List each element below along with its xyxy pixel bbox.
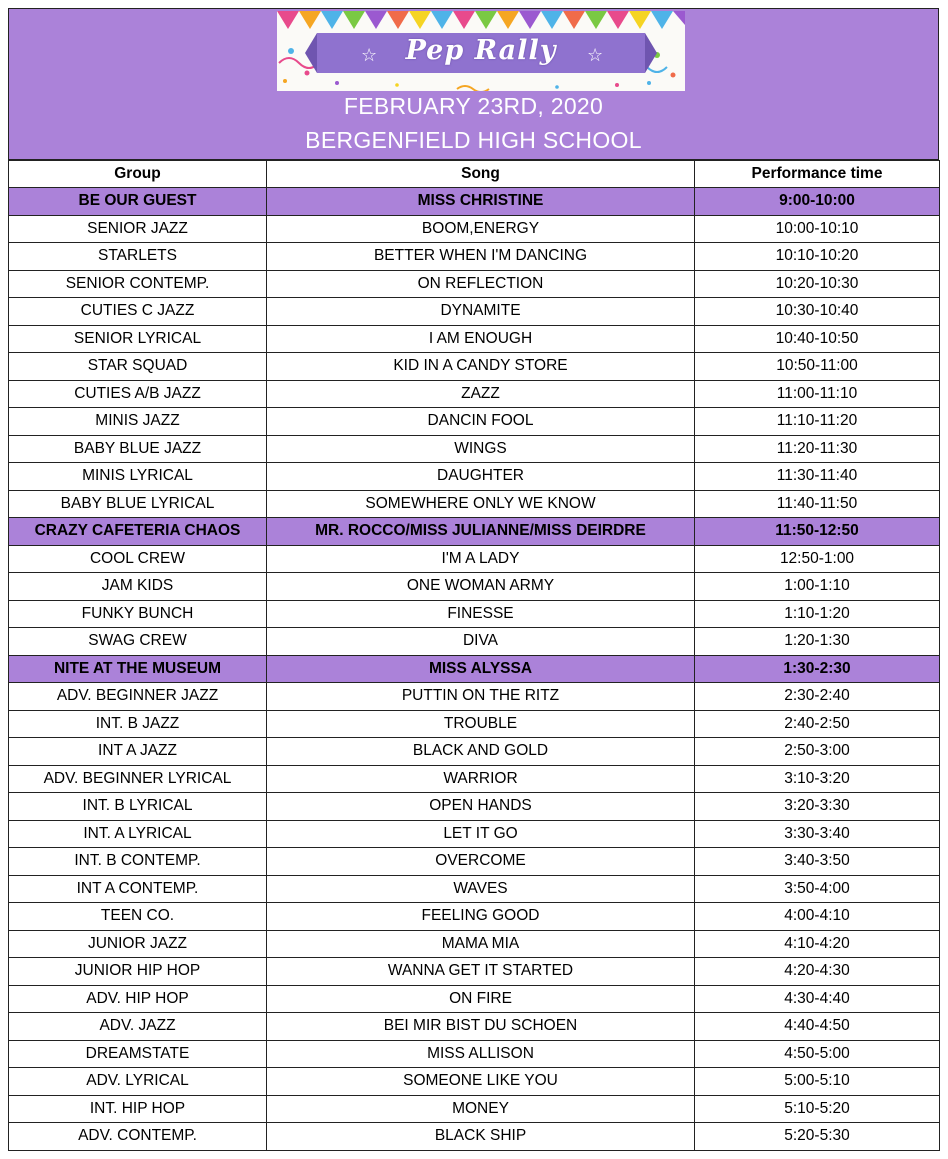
group-cell: INT. B JAZZ [9, 710, 267, 738]
event-date: FEBRUARY 23RD, 2020 [343, 93, 604, 119]
time-cell: 1:30-2:30 [695, 655, 940, 683]
group-cell: COOL CREW [9, 545, 267, 573]
time-cell: 4:40-4:50 [695, 1013, 940, 1041]
song-cell: SOMEONE LIKE YOU [267, 1068, 695, 1096]
table-row [9, 408, 940, 436]
time-cell: 5:00-5:10 [695, 1068, 940, 1096]
time-cell: 4:10-4:20 [695, 930, 940, 958]
song-cell: BLACK SHIP [267, 1123, 695, 1151]
song-cell: OVERCOME [267, 848, 695, 876]
song-cell: WAVES [267, 875, 695, 903]
song-cell: I AM ENOUGH [267, 325, 695, 353]
time-cell: 1:20-1:30 [695, 628, 940, 656]
song-cell: MISS ALLISON [267, 1040, 695, 1068]
group-cell: ADV. JAZZ [9, 1013, 267, 1041]
table-row [9, 628, 940, 656]
song-cell: I'M A LADY [267, 545, 695, 573]
song-cell: TROUBLE [267, 710, 695, 738]
time-cell: 3:40-3:50 [695, 848, 940, 876]
song-cell: OPEN HANDS [267, 793, 695, 821]
song-cell: MISS ALYSSA [267, 655, 695, 683]
group-cell: JUNIOR HIP HOP [9, 958, 267, 986]
song-cell: MR. ROCCO/MISS JULIANNE/MISS DEIRDRE [267, 518, 695, 546]
table-row [9, 325, 940, 353]
song-cell: LET IT GO [267, 820, 695, 848]
table-row [9, 243, 940, 271]
time-cell: 2:50-3:00 [695, 738, 940, 766]
group-cell: SENIOR LYRICAL [9, 325, 267, 353]
table-row [9, 683, 940, 711]
time-cell: 3:30-3:40 [695, 820, 940, 848]
time-cell: 3:10-3:20 [695, 765, 940, 793]
table-row [9, 710, 940, 738]
group-cell: ADV. BEGINNER LYRICAL [9, 765, 267, 793]
table-row [9, 270, 940, 298]
time-cell: 5:20-5:30 [695, 1123, 940, 1151]
time-cell: 1:10-1:20 [695, 600, 940, 628]
song-cell: MISS CHRISTINE [267, 188, 695, 216]
song-cell: PUTTIN ON THE RITZ [267, 683, 695, 711]
table-row [9, 600, 940, 628]
table-row [9, 573, 940, 601]
time-cell: 4:20-4:30 [695, 958, 940, 986]
group-cell: SWAG CREW [9, 628, 267, 656]
group-cell: SENIOR CONTEMP. [9, 270, 267, 298]
table-row [9, 848, 940, 876]
time-cell: 2:30-2:40 [695, 683, 940, 711]
table-row [9, 1068, 940, 1096]
group-cell: INT A CONTEMP. [9, 875, 267, 903]
song-cell: DANCIN FOOL [267, 408, 695, 436]
column-header-group: Group [9, 161, 267, 188]
time-cell: 10:50-11:00 [695, 353, 940, 381]
table-row [9, 1095, 940, 1123]
group-cell: ADV. CONTEMP. [9, 1123, 267, 1151]
table-row [9, 875, 940, 903]
song-cell: BOOM,ENERGY [267, 215, 695, 243]
time-cell: 10:10-10:20 [695, 243, 940, 271]
table-row [9, 298, 940, 326]
song-cell: ON FIRE [267, 985, 695, 1013]
time-cell: 11:10-11:20 [695, 408, 940, 436]
time-cell: 12:50-1:00 [695, 545, 940, 573]
table-row [9, 353, 940, 381]
section-row [9, 188, 940, 216]
table-row [9, 985, 940, 1013]
time-cell: 5:10-5:20 [695, 1095, 940, 1123]
header-banner [8, 8, 939, 160]
table-row [9, 903, 940, 931]
song-cell: WINGS [267, 435, 695, 463]
time-cell: 10:00-10:10 [695, 215, 940, 243]
section-row [9, 518, 940, 546]
group-cell: BABY BLUE LYRICAL [9, 490, 267, 518]
table-row [9, 463, 940, 491]
group-cell: CUTIES C JAZZ [9, 298, 267, 326]
group-cell: CRAZY CAFETERIA CHAOS [9, 518, 267, 546]
song-cell: FEELING GOOD [267, 903, 695, 931]
column-header-song: Song [267, 161, 695, 188]
table-row [9, 738, 940, 766]
group-cell: ADV. BEGINNER JAZZ [9, 683, 267, 711]
time-cell: 11:50-12:50 [695, 518, 940, 546]
song-cell: ONE WOMAN ARMY [267, 573, 695, 601]
group-cell: DREAMSTATE [9, 1040, 267, 1068]
group-cell: INT. B LYRICAL [9, 793, 267, 821]
time-cell: 2:40-2:50 [695, 710, 940, 738]
group-cell: STARLETS [9, 243, 267, 271]
song-cell: BEI MIR BIST DU SCHOEN [267, 1013, 695, 1041]
song-cell: ON REFLECTION [267, 270, 695, 298]
table-row [9, 1123, 940, 1151]
group-cell: ADV. HIP HOP [9, 985, 267, 1013]
group-cell: NITE AT THE MUSEUM [9, 655, 267, 683]
table-row [9, 1013, 940, 1041]
time-cell: 10:30-10:40 [695, 298, 940, 326]
table-row [9, 793, 940, 821]
table-row [9, 380, 940, 408]
group-cell: JUNIOR JAZZ [9, 930, 267, 958]
group-cell: BE OUR GUEST [9, 188, 267, 216]
table-row [9, 820, 940, 848]
star-icon: ☆ [361, 45, 378, 66]
song-cell: MAMA MIA [267, 930, 695, 958]
table-row [9, 765, 940, 793]
table-row [9, 1040, 940, 1068]
group-cell: BABY BLUE JAZZ [9, 435, 267, 463]
time-cell: 9:00-10:00 [695, 188, 940, 216]
song-cell: FINESSE [267, 600, 695, 628]
table-row [9, 958, 940, 986]
song-cell: SOMEWHERE ONLY WE KNOW [267, 490, 695, 518]
time-cell: 11:30-11:40 [695, 463, 940, 491]
time-cell: 3:20-3:30 [695, 793, 940, 821]
song-cell: ZAZZ [267, 380, 695, 408]
song-cell: DIVA [267, 628, 695, 656]
school-name: BERGENFIELD HIGH SCHOOL [305, 127, 642, 153]
logo-title: Pep Rally [405, 35, 557, 66]
time-cell: 11:40-11:50 [695, 490, 940, 518]
star-icon: ☆ [587, 45, 604, 66]
song-cell: DYNAMITE [267, 298, 695, 326]
time-cell: 11:00-11:10 [695, 380, 940, 408]
table-row [9, 490, 940, 518]
table-row [9, 930, 940, 958]
group-cell: FUNKY BUNCH [9, 600, 267, 628]
group-cell: TEEN CO. [9, 903, 267, 931]
schedule-sheet [8, 8, 939, 1151]
time-cell: 10:20-10:30 [695, 270, 940, 298]
group-cell: JAM KIDS [9, 573, 267, 601]
table-row [9, 545, 940, 573]
schedule-table [8, 160, 940, 1151]
table-row [9, 435, 940, 463]
group-cell: ADV. LYRICAL [9, 1068, 267, 1096]
group-cell: INT A JAZZ [9, 738, 267, 766]
time-cell: 4:50-5:00 [695, 1040, 940, 1068]
song-cell: BLACK AND GOLD [267, 738, 695, 766]
group-cell: INT. B CONTEMP. [9, 848, 267, 876]
song-cell: BETTER WHEN I'M DANCING [267, 243, 695, 271]
group-cell: STAR SQUAD [9, 353, 267, 381]
song-cell: WANNA GET IT STARTED [267, 958, 695, 986]
group-cell: MINIS JAZZ [9, 408, 267, 436]
section-row [9, 655, 940, 683]
table-header-row [9, 161, 940, 188]
song-cell: WARRIOR [267, 765, 695, 793]
group-cell: CUTIES A/B JAZZ [9, 380, 267, 408]
group-cell: SENIOR JAZZ [9, 215, 267, 243]
song-cell: KID IN A CANDY STORE [267, 353, 695, 381]
group-cell: INT. A LYRICAL [9, 820, 267, 848]
time-cell: 4:30-4:40 [695, 985, 940, 1013]
song-cell: MONEY [267, 1095, 695, 1123]
group-cell: INT. HIP HOP [9, 1095, 267, 1123]
song-cell: DAUGHTER [267, 463, 695, 491]
time-cell: 1:00-1:10 [695, 573, 940, 601]
group-cell: MINIS LYRICAL [9, 463, 267, 491]
pep-rally-logo [277, 11, 685, 91]
time-cell: 3:50-4:00 [695, 875, 940, 903]
time-cell: 11:20-11:30 [695, 435, 940, 463]
time-cell: 4:00-4:10 [695, 903, 940, 931]
time-cell: 10:40-10:50 [695, 325, 940, 353]
column-header-time: Performance time [695, 161, 940, 188]
table-row [9, 215, 940, 243]
